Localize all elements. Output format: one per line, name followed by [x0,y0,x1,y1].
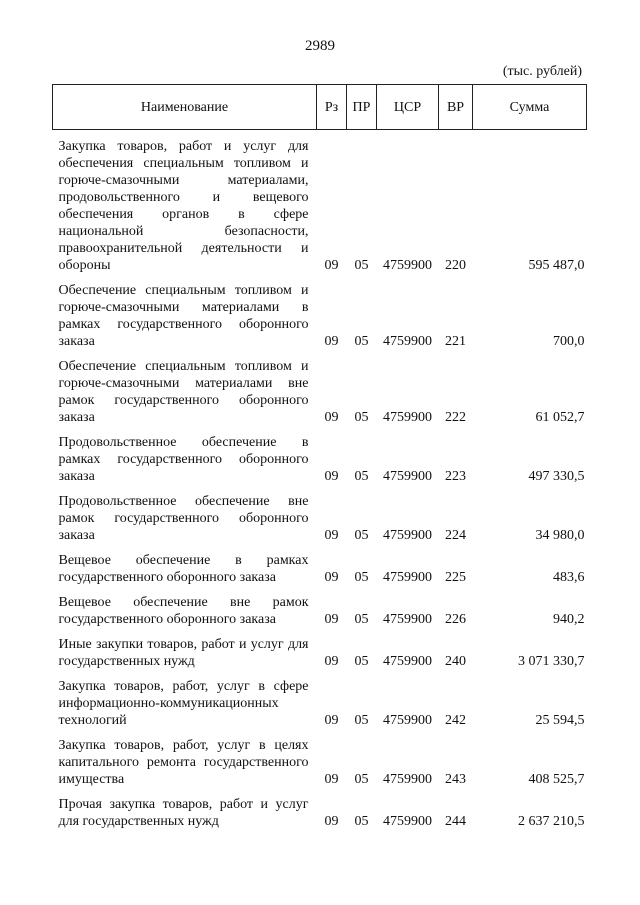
row-csr: 4759900 [383,612,432,627]
row-csr: 4759900 [383,654,432,669]
row-sum: 61 052,7 [535,410,585,425]
row-vr: 224 [445,528,466,543]
row-sum: 497 330,5 [528,469,585,484]
row-pr: 05 [354,410,369,425]
row-vr: 244 [445,814,466,829]
row-name: Прочая закупка товаров, работ и услуг для государственных нужд [58,797,309,829]
row-rz: 09 [324,772,339,787]
row-sum: 34 980,0 [535,528,585,543]
row-csr: 4759900 [383,334,432,349]
header-vr: ВР [439,85,473,130]
header-pr: ПР [347,85,377,130]
row-name: Продовольственное обеспечение в рамках государственного оборонного заказа [58,435,309,484]
table-row [53,485,587,544]
row-pr: 05 [354,654,369,669]
row-sum: 408 525,7 [528,772,585,787]
row-vr: 242 [445,713,466,728]
row-pr: 05 [354,334,369,349]
table-row [53,586,587,628]
row-name: Продовольственное обеспечение вне рамок государственного оборонного заказа [58,494,309,543]
row-name: Вещевое обеспечение вне рамок государственного оборонного заказа [58,595,309,627]
row-name: Обеспечение специальным топливом и горюче-смазочными материалами в рамках государственного оборонного заказа [58,283,309,349]
row-csr: 4759900 [383,814,432,829]
row-csr: 4759900 [383,469,432,484]
units-label: (тыс. рублей) [502,64,582,79]
row-csr: 4759900 [383,528,432,543]
row-sum: 2 637 210,5 [518,814,585,829]
table-row [53,350,587,426]
row-name: Вещевое обеспечение в рамках государственного оборонного заказа [58,553,309,585]
row-csr: 4759900 [383,772,432,787]
row-rz: 09 [324,814,339,829]
row-pr: 05 [354,258,369,273]
row-name: Обеспечение специальным топливом и горюче-смазочными материалами вне рамок государственного оборонного заказа [58,359,309,425]
row-rz: 09 [324,469,339,484]
row-pr: 05 [354,772,369,787]
row-pr: 05 [354,528,369,543]
row-sum: 3 071 330,7 [518,654,585,669]
row-name: Закупка товаров, работ, услуг в целях капитального ремонта государственного имущества [58,738,309,787]
table-row [53,788,587,830]
page-number: 2989 [305,38,335,54]
row-vr: 222 [445,410,466,425]
row-pr: 05 [354,713,369,728]
table-row [53,544,587,586]
row-rz: 09 [324,654,339,669]
row-sum: 595 487,0 [528,258,585,273]
row-rz: 09 [324,713,339,728]
header-csr: ЦСР [377,85,439,130]
row-csr: 4759900 [383,570,432,585]
table-row [53,274,587,350]
row-pr: 05 [354,612,369,627]
table-row [53,729,587,788]
row-rz: 09 [324,528,339,543]
row-vr: 225 [445,570,466,585]
table-row [53,628,587,670]
row-rz: 09 [324,258,339,273]
row-pr: 05 [354,469,369,484]
row-rz: 09 [324,570,339,585]
header-name: Наименование [53,85,317,130]
row-name: Закупка товаров, работ, услуг в сфере информационно-коммуникационных технологий [58,679,309,728]
row-rz: 09 [324,410,339,425]
row-vr: 220 [445,258,466,273]
row-vr: 240 [445,654,466,669]
row-sum: 483,6 [553,570,585,585]
row-csr: 4759900 [383,713,432,728]
budget-table [52,84,587,830]
row-name: Закупка товаров, работ и услуг для обеспечения специальным топливом и горюче-смазочными материалами, продовольственного и вещевого обеспечения органов в сфере национальной безопасности, правоохранительной деятельности и обороны [58,139,309,273]
table-row [53,670,587,729]
row-pr: 05 [354,570,369,585]
header-rz: Рз [317,85,347,130]
row-vr: 243 [445,772,466,787]
header-row [53,85,587,130]
row-vr: 226 [445,612,466,627]
row-name: Иные закупки товаров, работ и услуг для государственных нужд [58,637,309,669]
row-csr: 4759900 [383,258,432,273]
row-sum: 700,0 [553,334,585,349]
row-csr: 4759900 [383,410,432,425]
row-sum: 25 594,5 [535,713,585,728]
row-rz: 09 [324,334,339,349]
table-row [53,130,587,275]
row-vr: 223 [445,469,466,484]
row-rz: 09 [324,612,339,627]
row-vr: 221 [445,334,466,349]
row-pr: 05 [354,814,369,829]
table-row [53,426,587,485]
header-sum: Сумма [473,85,587,130]
row-sum: 940,2 [553,612,585,627]
